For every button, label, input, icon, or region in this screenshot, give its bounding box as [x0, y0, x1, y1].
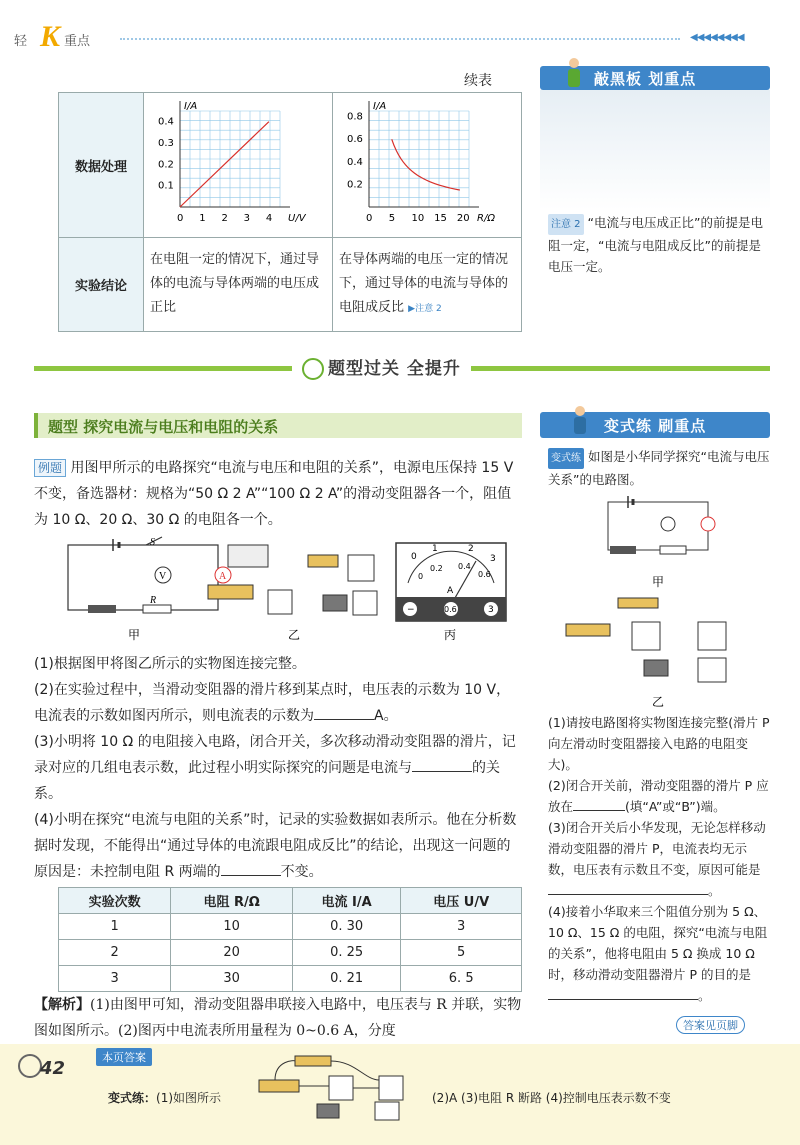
x-tick-label: 10 [411, 213, 425, 224]
x-tick-label: 4 [265, 213, 273, 224]
answer-blank-q4[interactable] [221, 862, 281, 876]
cell: 1 [59, 914, 171, 940]
x-axis-label: R/Ω [477, 213, 495, 224]
side-banner-top-title: 敲黑板 划重点 [594, 70, 697, 88]
section-divider-text: 题型过关 全提升 [328, 359, 461, 379]
meter-label-6: 0.4 [458, 562, 471, 571]
cell: 0. 30 [292, 914, 400, 940]
y-axis-label: I/A [373, 101, 387, 112]
side-banner-bottom [540, 412, 770, 438]
physical-apparatus-yi [208, 545, 377, 615]
note-chip: 注意 2 [548, 214, 584, 235]
conclusion-right-text: 在导体两端的电压一定的情况下，通过导体的电流与导体的电阻成反比 [339, 252, 509, 315]
answer-blank-q2[interactable] [314, 706, 374, 720]
meter-label-3: 3 [490, 554, 496, 564]
footer-answer-1-text: (1)如图所示 [156, 1091, 222, 1105]
variant-apparatus-yi [566, 598, 726, 682]
example-q4-end: 不变。 [280, 864, 323, 880]
logo-text-right: 重点 [64, 34, 91, 49]
graph1-cell [144, 93, 333, 238]
variant-fig-label-jia: 甲 [652, 575, 665, 589]
cell: 10 [171, 914, 293, 940]
example-q2-text: (2)在实验过程中，当滑动变阻器的滑片移到某点时，电压表的示数为 10 V，电流表的示数如图丙所示，则电流表的示数为 [34, 682, 511, 724]
note-ref: ▶注意 2 [408, 304, 442, 314]
example-q3-end: 的关系。 [34, 760, 500, 802]
y-tick-label: 0.2 [347, 179, 363, 191]
y-tick-label: 0.2 [158, 159, 174, 171]
x-tick-label: 20 [456, 213, 470, 224]
meter-label-2: 2 [468, 544, 474, 554]
conclusion-right [333, 238, 522, 332]
footer-answer-1 [108, 1089, 221, 1106]
exp-header-2: 电流 I/A [292, 888, 400, 914]
variant-figures [548, 494, 770, 710]
variant-intro-text: 如图是小华同学探究“电流与电压关系”的电路图。 [548, 449, 770, 487]
fig-label-bing: 丙 [444, 628, 457, 642]
swirl-icon [302, 358, 324, 380]
cell: 0. 25 [292, 940, 400, 966]
meter-label-0: 0 [411, 552, 417, 562]
y-tick-label: 0.3 [158, 138, 174, 149]
footer-answer-label: 变式练： [108, 1091, 157, 1105]
variant-q2 [548, 775, 770, 817]
row-header-data: 数据处理 [59, 93, 144, 238]
svg-text:V: V [159, 571, 167, 582]
variant-q3-end: 。 [708, 883, 721, 898]
y-tick-label: 0.6 [347, 134, 363, 146]
ammeter-bing [396, 543, 506, 621]
current-resistance-graph [333, 93, 521, 233]
table-row [59, 940, 522, 966]
footer-answer-rest: (2)A (3)电阻 R 断路 (4)控制电压表示数不变 [432, 1091, 671, 1105]
header-arrows: ◀◀◀◀◀◀◀◀ [690, 32, 744, 43]
y-tick-label: 0.4 [347, 156, 363, 168]
meter-label-9: − [407, 605, 415, 615]
side-note [548, 212, 770, 277]
exp-header-3: 电压 U/V [401, 888, 522, 914]
y-axis-label: I/A [184, 101, 198, 112]
meter-label-1: 1 [432, 544, 438, 554]
variant-tag: 变式练 [548, 448, 584, 469]
cell: 20 [171, 940, 293, 966]
side-banner-top [540, 66, 770, 90]
svg-text:R: R [150, 595, 157, 606]
example-tag: 例题 [34, 459, 66, 477]
cell: 5 [401, 940, 522, 966]
variant-blank-q3[interactable] [548, 883, 708, 895]
variant-q3-text: (3)闭合开关后小华发现，无论怎样移动滑动变阻器的滑片 P，电流表均无示数，电压表有示数且不变，原因可能是 [548, 820, 766, 877]
answer-reference-badge: 答案见页脚 [676, 1016, 745, 1034]
x-tick-label: 2 [221, 213, 228, 224]
answer-blank-q3[interactable] [412, 758, 472, 772]
cell: 6. 5 [401, 966, 522, 992]
variant-fig-label-yi: 乙 [652, 695, 665, 709]
teacher-icon [560, 56, 588, 90]
header-dotted-rule [120, 38, 680, 40]
data-curve [392, 139, 460, 190]
logo-text-left: 轻 [14, 34, 30, 49]
example-intro-text: 用图甲所示的电路探究“电流与电压和电阻的关系”，电源电压保持 15 V 不变，备选器材：规格为“50 Ω 2 A”“100 Ω 2 A”的滑动变阻器各一个，阻值为 10 Ω、20 Ω、30 Ω 的电阻各一个。 [34, 460, 514, 528]
x-tick-label: 0 [177, 213, 184, 224]
variant-q4-text: (4)接着小华取来三个阻值分别为 5 Ω、10 Ω、15 Ω 的电阻，探究“电流与电阻的关系”，他将电阻由 5 Ω 换成 10 Ω 时，移动滑动变阻器滑片 P 的目的是 [548, 904, 768, 982]
conclusion-left: 在电阻一定的情况下，通过导体的电流与导体两端的电压成正比 [144, 238, 333, 332]
data-curve [180, 122, 269, 207]
answer-apparatus-figure [255, 1050, 425, 1122]
side-note-text: “电流与电压成正比”的前提是电阻一定，“电流与电阻成反比”的前提是电压一定。 [548, 215, 763, 274]
analysis [34, 992, 524, 1044]
variant-q4 [548, 901, 770, 1006]
example-q2-unit: A。 [374, 708, 398, 724]
variant-q2-text: (2)闭合开关前，滑动变阻器的滑片 P 应放在 [548, 778, 769, 814]
y-tick-label: 0.4 [158, 116, 174, 128]
meter-label-11: 3 [488, 605, 494, 615]
fig-label-jia: 甲 [128, 628, 141, 642]
table-row [59, 914, 522, 940]
variant-intro [548, 446, 770, 490]
student-icon [566, 404, 594, 436]
logo-letter: K [40, 20, 61, 53]
experiment-data-table [58, 887, 522, 992]
cell: 0. 21 [292, 966, 400, 992]
svg-text:S: S [150, 537, 155, 548]
example-questions [34, 651, 524, 885]
y-tick-label: 0.1 [158, 180, 174, 192]
exp-header-0: 实验次数 [59, 888, 171, 914]
blackboard-area [540, 90, 770, 210]
circuit-diagram-jia [68, 537, 231, 613]
example-figures [58, 535, 528, 645]
continuation-label: 续表 [464, 73, 492, 89]
example-q4 [34, 807, 524, 885]
variant-q4-end: 。 [698, 988, 711, 1003]
cell: 3 [401, 914, 522, 940]
table-row [59, 966, 522, 992]
meter-label-7: 0.6 [478, 570, 491, 579]
brand-logo [14, 20, 114, 53]
page-number: 42 [40, 1058, 66, 1079]
x-tick-label: 3 [243, 213, 251, 224]
question-type-banner [34, 413, 522, 438]
analysis-label: 【解析】 [34, 997, 90, 1013]
exp-header-1: 电阻 R/Ω [171, 888, 293, 914]
example-q4-text: (4)小明在探究“电流与电阻的关系”时，记录的实验数据如表所示。他在分析数据时发现，不能得出“通过导体的电流跟电阻成反比”的结论，出现这一问题的原因是：未控制电阻 R 两端的 [34, 812, 517, 880]
current-voltage-graph [144, 93, 332, 233]
example-q3-text: (3)小明将 10 Ω 的电阻接入电路，闭合开关，多次移动滑动变阻器的滑片，记录对应的几组电表示数，此过程小明实际探究的问题是电流与 [34, 734, 516, 776]
analysis-text: (1)由图甲可知，滑动变阻器串联接入电路中，电压表与 R 并联，实物图如图所示。(2)图丙中电流表所用量程为 0~0.6 A，分度 [34, 997, 522, 1039]
variant-blank-q2[interactable] [573, 799, 625, 811]
page-number-icon [18, 1054, 42, 1078]
x-axis-label: U/V [288, 213, 306, 224]
side-banner-bottom-title: 变式练 刷重点 [604, 417, 707, 435]
x-tick-label: 5 [388, 213, 396, 224]
example-q3 [34, 729, 524, 807]
example-q1: (1)根据图甲将图乙所示的实物图连接完整。 [34, 656, 306, 672]
variant-circuit-jia [608, 496, 715, 554]
row-header-conclusion: 实验结论 [59, 238, 144, 332]
x-tick-label: 1 [199, 213, 206, 224]
x-tick-label: 0 [366, 213, 373, 224]
meter-label-10: 0.6 [444, 605, 457, 614]
answer-banner: 本页答案 [96, 1048, 152, 1066]
cell: 2 [59, 940, 171, 966]
summary-table [58, 92, 522, 332]
variant-q3 [548, 817, 770, 901]
variant-questions [548, 712, 770, 1006]
meter-label-8: A [447, 586, 454, 596]
variant-q2-end: (填“A”或“B”)端。 [625, 799, 726, 814]
example-q2 [34, 677, 524, 729]
section-divider-title [292, 354, 471, 380]
cell: 30 [171, 966, 293, 992]
question-type-title: 题型 探究电流与电压和电阻的关系 [48, 418, 279, 436]
meter-label-4: 0 [418, 572, 424, 581]
graph2-cell [333, 93, 522, 238]
y-tick-label: 0.8 [347, 111, 363, 123]
example-intro [34, 455, 524, 533]
fig-label-yi: 乙 [288, 628, 301, 642]
x-tick-label: 15 [434, 213, 447, 224]
svg-text:A: A [219, 571, 227, 582]
cell: 3 [59, 966, 171, 992]
meter-label-5: 0.2 [430, 564, 443, 573]
variant-blank-q4[interactable] [548, 988, 698, 1000]
variant-q1: (1)请按电路图将实物图连接完整(滑片 P 向左滑动时变阻器接入电路的电阻变大)。 [548, 715, 770, 772]
